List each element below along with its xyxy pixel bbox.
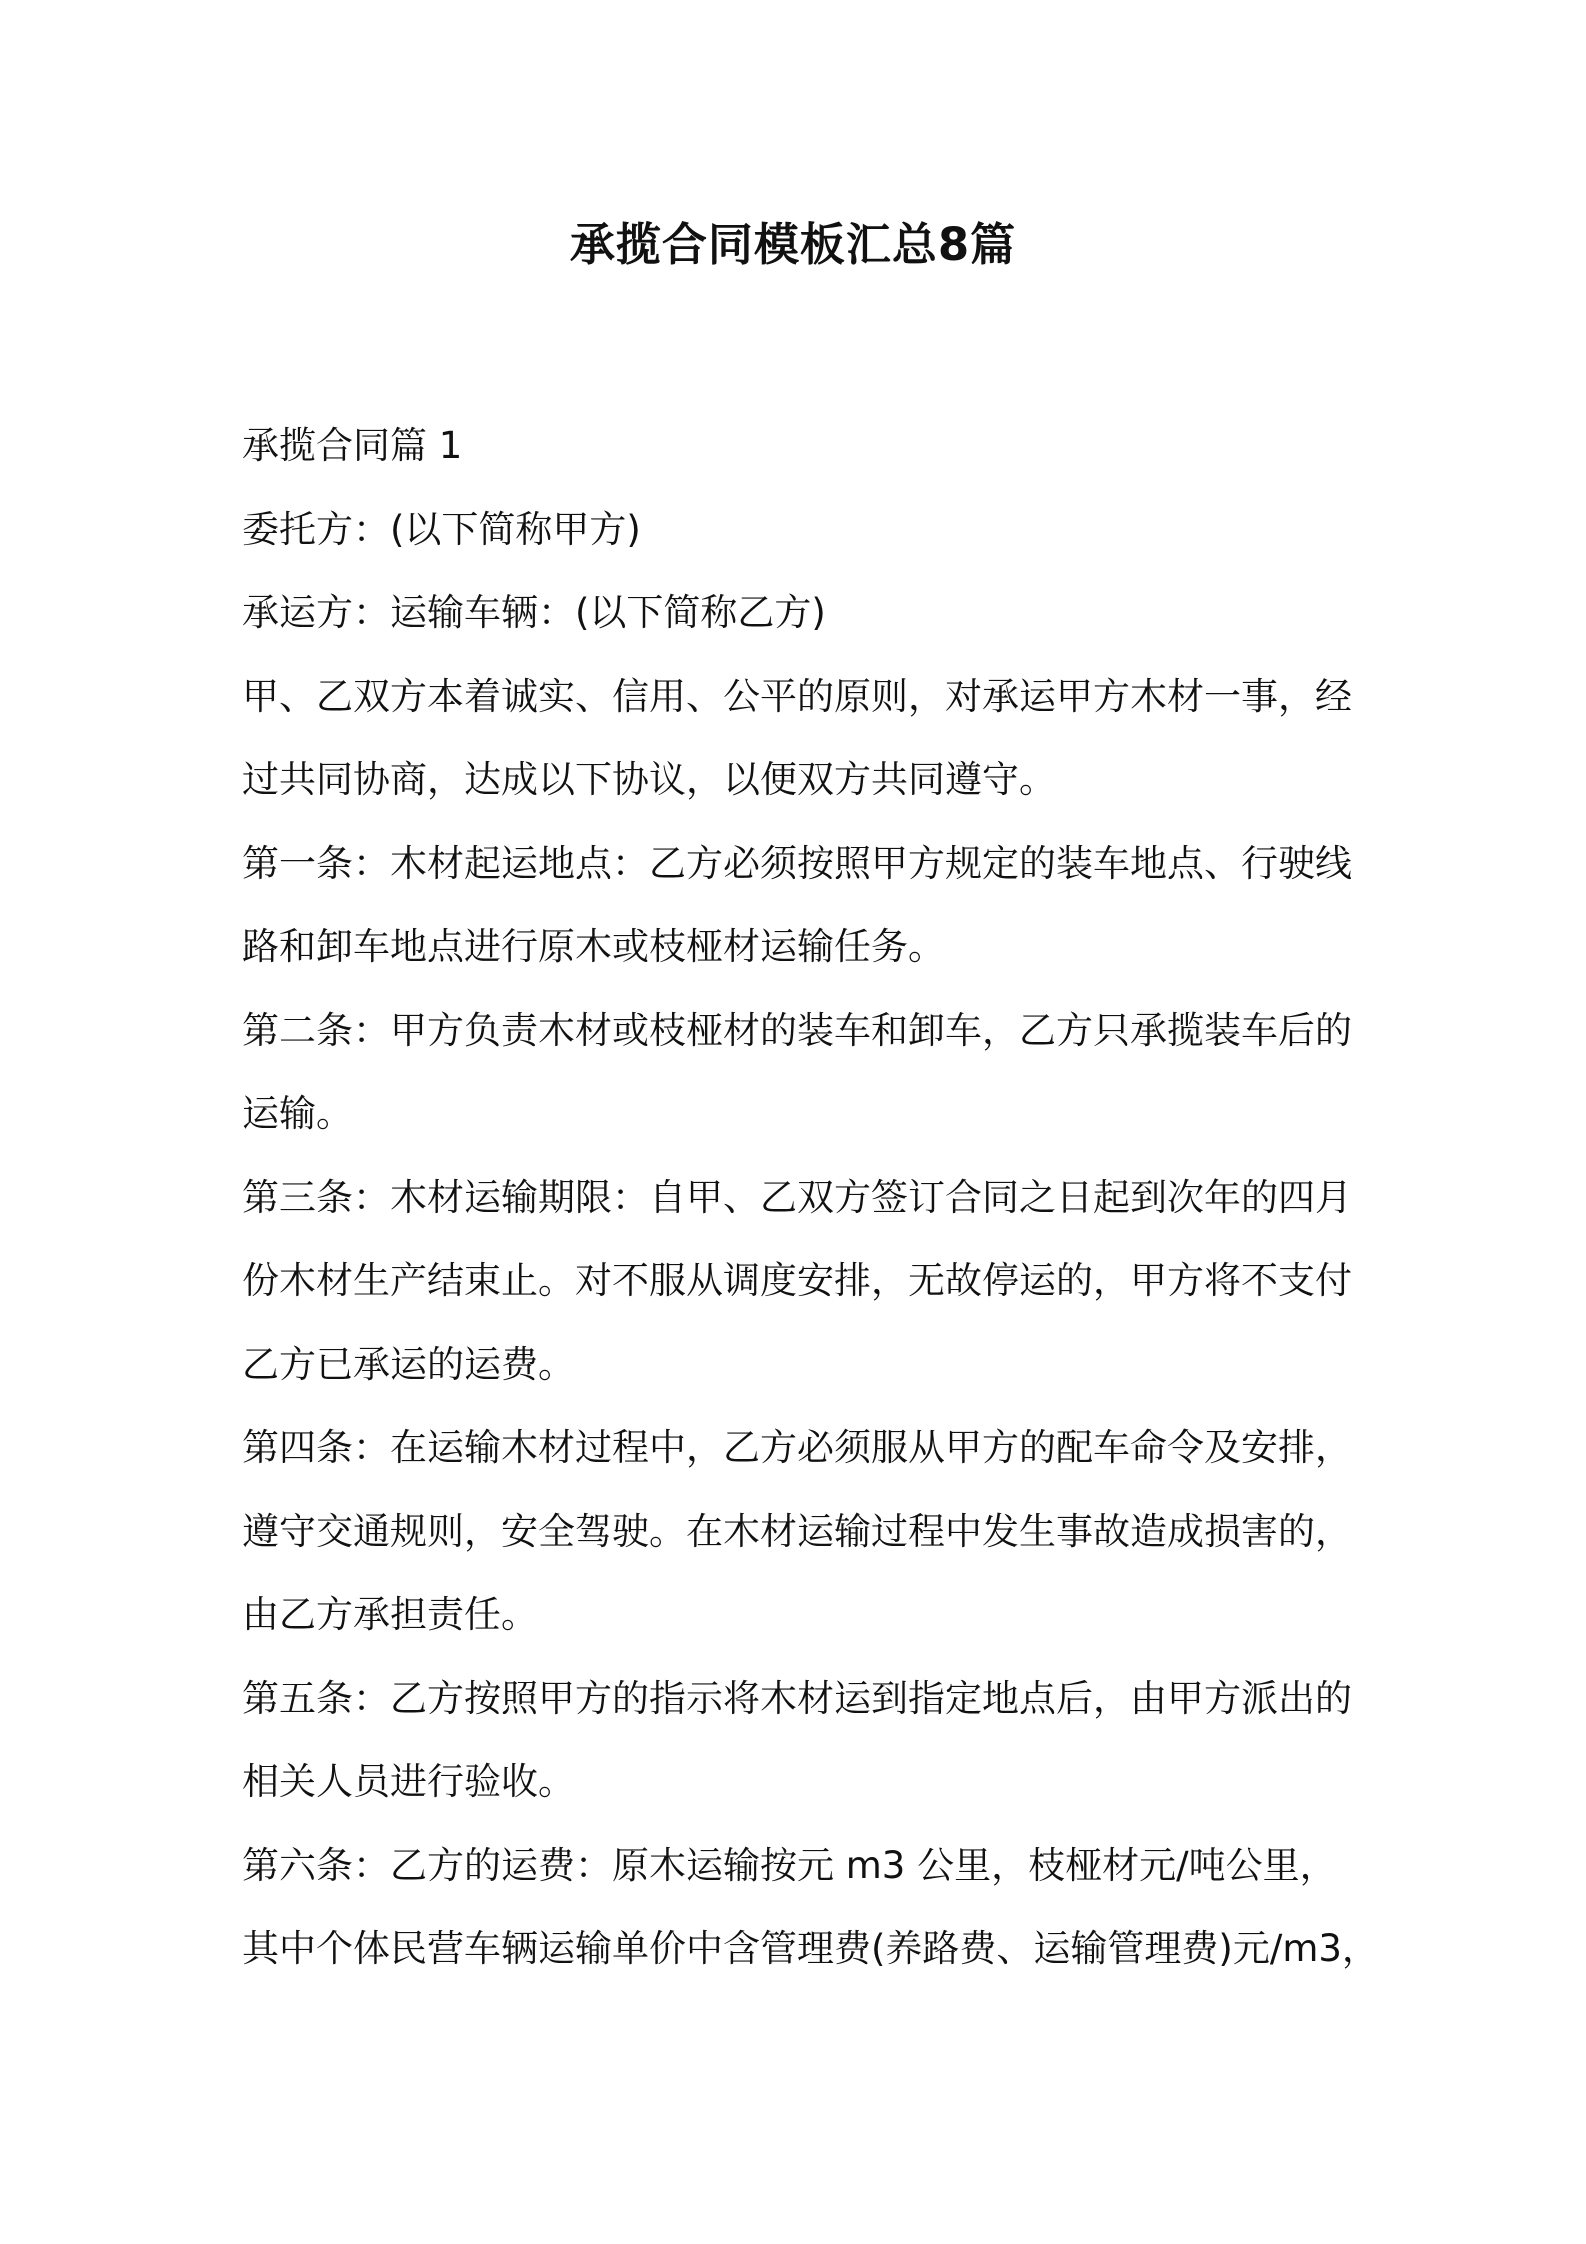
body-line: 路和卸车地点进行原木或枝桠材运输任务。 bbox=[242, 925, 945, 968]
body-line: 份木材生产结束止。对不服从调度安排，无故停运的，甲方将不支付 bbox=[242, 1259, 1352, 1302]
section-heading: 承揽合同篇 1 bbox=[242, 424, 463, 467]
body-line: 第三条：木材运输期限：自甲、乙双方签订合同之日起到次年的四月 bbox=[242, 1175, 1352, 1219]
body-line: 甲、乙双方本着诚实、信用、公平的原则，对承运甲方木材一事，经 bbox=[242, 674, 1352, 718]
body-line: 过共同协商，达成以下协议，以便双方共同遵守。 bbox=[242, 758, 1056, 801]
body-line: 第四条：在运输木材过程中，乙方必须服从甲方的配车命令及安排， bbox=[242, 1426, 1352, 1469]
document-title: 承揽合同模板汇总8篇 bbox=[569, 218, 1017, 271]
body-line: 第五条：乙方按照甲方的指示将木材运到指定地点后，由甲方派出的 bbox=[242, 1676, 1352, 1720]
body-line: 第六条：乙方的运费：原木运输按元 m3 公里，枝桠材元/吨公里， bbox=[242, 1843, 1337, 1887]
body-line: 第一条：木材起运地点：乙方必须按照甲方规定的装车地点、行驶线 bbox=[242, 841, 1352, 885]
body-line: 由乙方承担责任。 bbox=[242, 1593, 538, 1636]
body-line: 第二条：甲方负责木材或枝桠材的装车和卸车，乙方只承揽装车后的 bbox=[242, 1008, 1352, 1052]
body-line: 乙方已承运的运费。 bbox=[242, 1342, 575, 1386]
body-line: 遵守交通规则，安全驾驶。在木材运输过程中发生事故造成损害的， bbox=[242, 1509, 1352, 1553]
body-line: 相关人员进行验收。 bbox=[242, 1760, 575, 1803]
body-line: 承运方：运输车辆：(以下简称乙方) bbox=[242, 591, 826, 634]
body-line: 委托方：(以下简称甲方) bbox=[242, 507, 641, 551]
body-line: 运输。 bbox=[242, 1092, 353, 1135]
body-line: 其中个体民营车辆运输单价中含管理费(养路费、运输管理费)元/m3， bbox=[242, 1927, 1379, 1970]
document-body bbox=[242, 404, 1379, 1991]
